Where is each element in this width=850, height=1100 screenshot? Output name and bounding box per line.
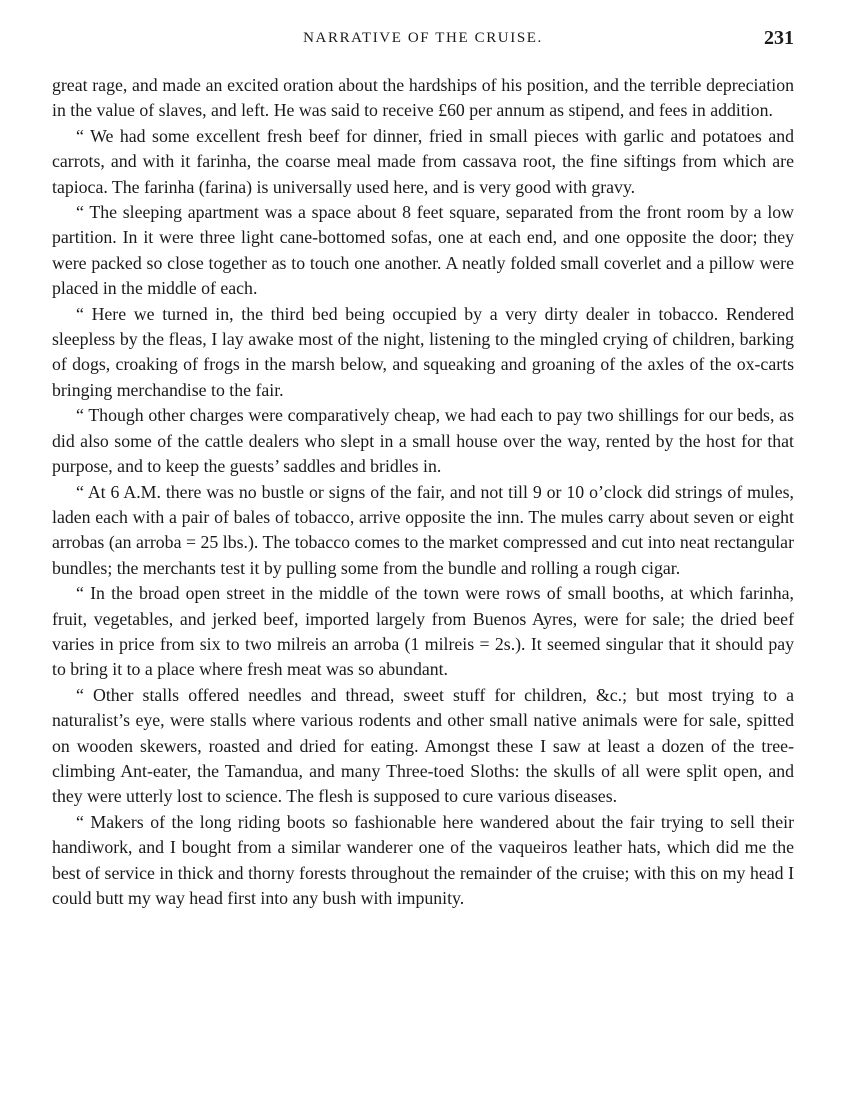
paragraph-continuation: great rage, and made an excited oration about the hardships of his position, and the terrible depreciation in the value of slaves, and left. He was said to receive £60 per annum as stipend, and fees in addition. [52,75,794,121]
paragraph-sleepless-night: “ Here we turned in, the third bed being occupied by a very dirty dealer in tobacco. Rendered sleepless by the fleas, I lay awake most of the night, listening to the mingled crying of children, barking of dogs, croaking of frogs in the marsh below, and squeaking and groaning of the axles of the ox-carts bringing merchandise to the fair. [52,303,794,400]
paragraph-charges: “ Though other charges were comparatively cheap, we had each to pay two shillings for our beds, as did also some of the cattle dealers who slept in a small house over the way, rented by the host for that purpose, and to keep the guests’ saddles and bridles in. [52,405,794,477]
paragraph-dinner: “ We had some excellent fresh beef for dinner, fried in small pieces with garlic and potatoes and carrots, and with it farinha, the coarse meal made from cassava root, the fine siftings from which are tapioca. The farinha (farina) is universally used here, and is very good with gravy. [52,125,794,197]
paragraph-stalls: “ Other stalls offered needles and thread, sweet stuff for children, &c.; but most trying to a naturalist’s eye, were stalls where various rodents and other small native animals were for sale, spitted on wooden skewers, roasted and dried for eating. Amongst these I saw at least a dozen of the tree-climbing Ant-eater, the Tamandua, and many Three-toed Sloths: the skulls of all were split open, and they were utterly lost to science. The flesh is supposed to cure various diseases. [52,684,794,807]
running-title: NARRATIVE OF THE CRUISE. [303,30,543,46]
paragraph-booths: “ In the broad open street in the middle of the town were rows of small booths, at which farinha, fruit, vegetables, and jerked beef, imported largely from Buenos Ayres, were for sale; the dried beef varies in price from six to two milreis an arroba (1 milreis = 2s.). It seemed singular that it should pay to bring it to a place where fresh meat was so abundant. [52,583,794,680]
running-header [52,27,794,54]
paragraph-riding-boots: “ Makers of the long riding boots so fashionable here wandered about the fair trying to sell their handiwork, and I bought from a similar wanderer one of the vaqueiros leather hats, which did me the best of service in thick and thorny forests throughout the remainder of the cruise; with this on my head I could butt my way head first into any bush with impunity. [52,811,794,908]
paragraph-mules-tobacco: “ At 6 A.M. there was no bustle or signs of the fair, and not till 9 or 10 o’clock did strings of mules, laden each with a pair of bales of tobacco, arrive opposite the inn. The mules carry about seven or eight arrobas (an arroba = 25 lbs.). The tobacco comes to the market compressed and cut into neat rectangular bundles; the merchants test it by pulling some from the bundle and rolling a rough cigar. [52,481,794,578]
body-text [52,73,794,911]
paragraph-sleeping-apartment: “ The sleeping apartment was a space about 8 feet square, separated from the front room by a low partition. In it were three light cane-bottomed sofas, one at each end, and one opposite the door; they were packed so close together as to touch one another. A neatly folded small coverlet and a pillow were placed in the middle of each. [52,202,794,299]
page-number: 231 [764,27,794,49]
